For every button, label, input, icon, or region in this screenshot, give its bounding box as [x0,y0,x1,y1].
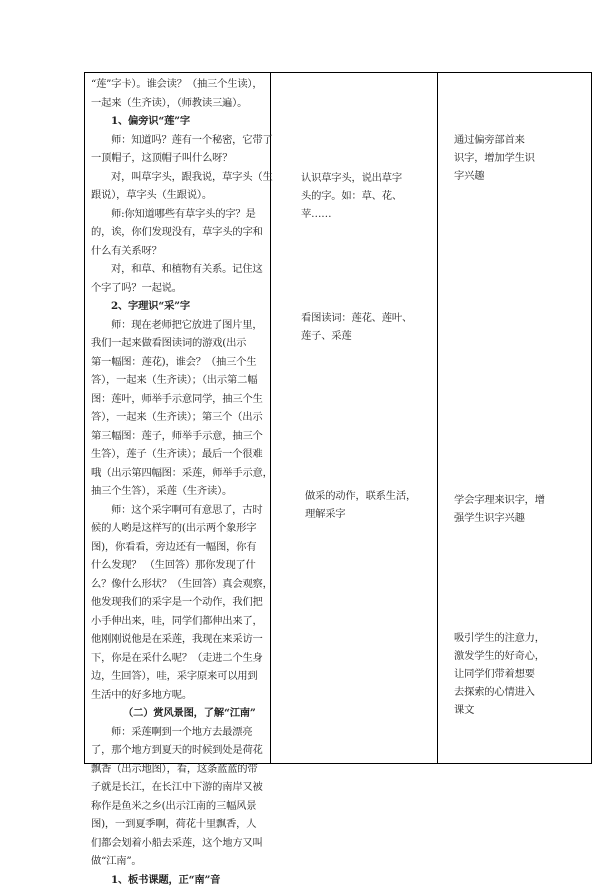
text-line: 生活中的好多地方呢。 [91,686,264,705]
note-line: 让同学们带着想要 [454,665,545,683]
student-activity-note-3 [305,487,416,523]
section-heading: 1、偏旁识“莲”字 [91,112,264,131]
note-line: 识字，增加学生识 [454,149,535,167]
text-line: 第三幅图：莲子，师举手示意，抽三个 [91,427,264,446]
text-line: 下，你是在采什么呢？（走进二个生身 [91,649,264,668]
text-line: 一顶帽子，这顶帽子叫什么呀？ [91,149,264,168]
text-line: 图)，一到夏季啊，荷花十里飘香，人 [91,815,264,834]
text-line: 抽三个生答），采莲（生齐读）。 [91,482,264,501]
text-line: 什么有关系呀？ [91,242,264,261]
note-line: 通过偏旁部首来 [454,131,535,149]
note-line: 强学生识字兴趣 [454,509,545,527]
text-line: 哦（出示第四幅图：采莲，师举手示意， [91,464,264,483]
text-line: 他刚刚说他是在采莲，我现在来采访一 [91,630,264,649]
column-divider [437,73,438,763]
note-line: 激发学生的好奇心， [454,647,545,665]
note-line: 课文 [454,701,545,719]
note-line: 莲子、采莲 [301,327,412,345]
text-line: 师：知道吗？莲有一个秘密，它带了 [91,131,264,150]
design-intent-note-3 [454,629,545,719]
text-line: 对，叫草字头，跟我说，草字头（生 [91,168,264,187]
text-line: 对，和草、和植物有关系。记住这 [91,260,264,279]
note-line: 吸引学生的注意力， [454,629,545,647]
note-line: 头的字。如：草、花、 [301,187,402,205]
text-line: 图)，你看看，旁边还有一幅图，你有 [91,538,264,557]
design-intent-note-2 [454,491,545,527]
section-heading: 2、字理识“采”字 [91,297,264,316]
text-line: 小手伸出来，哇，同学们都伸出来了， [91,612,264,631]
text-line: 了，那个地方到夏天的时候到处是荷花 [91,741,264,760]
section-heading: （二）赏风景图，了解“江南” [91,704,264,723]
text-line: 师：这个采字啊可有意思了，古时 [91,501,264,520]
note-line: 字兴趣 [454,167,535,185]
student-activity-note-1 [301,169,402,223]
text-line: 师:你知道哪些有草字头的字？是 [91,205,264,224]
text-line: 们都会划着小船去采莲，这个地方又叫 [91,834,264,853]
text-line: 什么发现？ （生回答）那你发现了什 [91,556,264,575]
text-line: “莲”字卡）。谁会读？（抽三个生读）， [91,75,264,94]
text-line: 么？像什么形状？（生回答）真会观察， [91,575,264,594]
text-line: 飘香（出示地图），看，这条蓝蓝的带 [91,760,264,779]
text-line: 候的人哟是这样写的(出示两个象形字 [91,519,264,538]
text-line: 子就是长江，在长江中下游的南岸又被 [91,778,264,797]
text-line: 答），一起来（生齐读）；（出示第二幅 [91,371,264,390]
text-line: 师：采莲啊到一个地方去最漂亮 [91,723,264,742]
text-line: 生答），莲子（生齐读）；最后一个很难 [91,445,264,464]
note-line: 去探索的心情进入 [454,683,545,701]
text-line: 跟说），草字头（生跟说）。 [91,186,264,205]
text-line: 第一幅图：莲花)，谁会？（抽三个生 [91,353,264,372]
text-line: 一起来（生齐读），（师教读三遍）。 [91,94,264,113]
note-line: 苹…… [301,205,402,223]
note-line: 看图读词：莲花、莲叶、 [301,309,412,327]
text-line: 称作是鱼米之乡(出示江南的三幅风景 [91,797,264,816]
text-line: 我们一起来做看图读词的游戏(出示 [91,334,264,353]
note-line: 学会字理来识字，增 [454,491,545,509]
text-line: 答），一起来（生齐读）；第三个（出示 [91,408,264,427]
section-heading: 1、板书课题，正“南”音 [91,871,264,889]
text-line: 图：莲叶，师举手示意同学，抽三个生 [91,390,264,409]
text-line: 边，生回答），哇，采字原来可以用到 [91,667,264,686]
column-divider [591,73,592,763]
design-intent-note-1 [454,131,535,185]
note-line: 认识草字头，说出草字 [301,169,402,187]
text-line: 师：现在老师把它放进了图片里， [91,316,264,335]
teaching-process-column [85,73,270,763]
text-line: 他发现我们的采字是一个动作，我们把 [91,593,264,612]
text-line: 的，诶，你们发现没有，草字头的字和 [91,223,264,242]
lesson-plan-table [84,72,592,764]
text-line: 个字了吗？一起说。 [91,279,264,298]
note-line: 做采的动作，联系生活， [305,487,416,505]
note-line: 理解采字 [305,505,416,523]
student-activity-note-2 [301,309,412,345]
text-line: 做“江南”。 [91,852,264,871]
